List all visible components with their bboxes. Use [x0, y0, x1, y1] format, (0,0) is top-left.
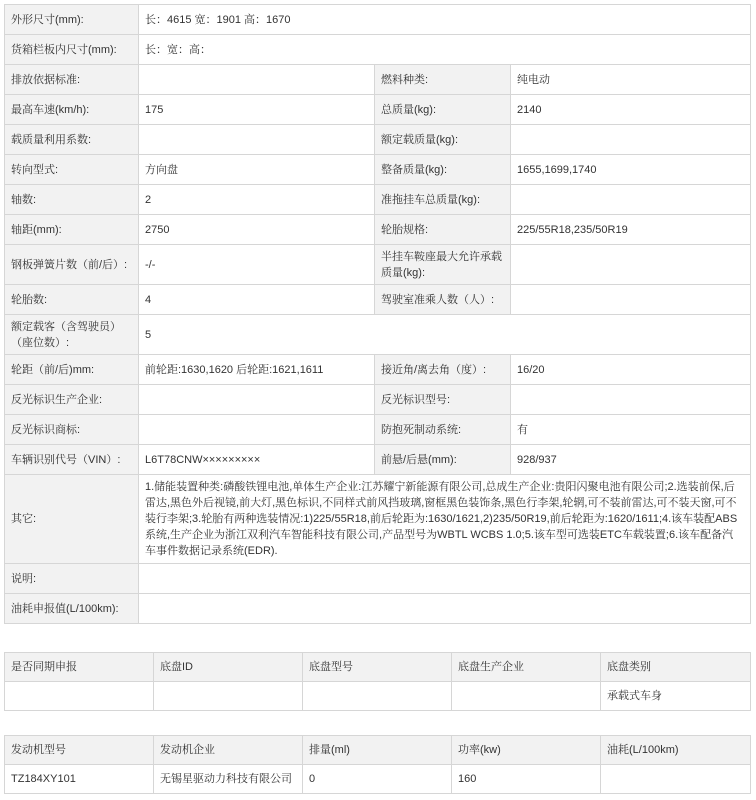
label-tire-spec: 轮胎规格: — [375, 215, 511, 245]
value-wheelbase: 2750 — [139, 215, 375, 245]
row-track-angle — [5, 355, 751, 385]
value-fuel: 纯电动 — [511, 65, 751, 95]
value-note — [139, 564, 751, 594]
row-axles-trailer — [5, 185, 751, 215]
engine-header-row — [5, 736, 751, 765]
row-reflect-brand — [5, 415, 751, 445]
label-curb-mass: 整备质量(kg): — [375, 155, 511, 185]
label-reflect-model: 反光标识型号: — [375, 385, 511, 415]
value-trailer-mass — [511, 185, 751, 215]
row-speed-mass — [5, 95, 751, 125]
row-cargo-dim — [5, 35, 751, 65]
label-load-util: 载质量利用系数: — [5, 125, 139, 155]
value-tires: 4 — [139, 285, 375, 315]
label-fuel-consumption: 油耗申报值(L/100km): — [5, 594, 139, 624]
label-angle: 接近角/离去角（度）: — [375, 355, 511, 385]
label-spring: 钢板弹簧片数（前/后）: — [5, 245, 139, 285]
label-cargo-dim: 货箱栏板内尺寸(mm): — [5, 35, 139, 65]
row-vin — [5, 445, 751, 475]
value-cargo-dim: 长：宽：高： — [139, 35, 751, 65]
row-tires-cab — [5, 285, 751, 315]
label-other: 其它: — [5, 475, 139, 564]
chassis-cell-manufacturer — [452, 682, 601, 711]
value-curb-mass: 1655,1699,1740 — [511, 155, 751, 185]
value-reflect-mfr — [139, 385, 375, 415]
label-reflect-brand: 反光标识商标: — [5, 415, 139, 445]
value-other: 1.储能装置种类:磷酸铁锂电池,单体生产企业:江苏耀宁新能源有限公司,总成生产企业:贵阳闪聚电池有限公司;2.选装前保,后雷达,黑色外后视镜,前大灯,黑色标识,不同样式前风挡玻璃,窗框黑色装饰条,黑色行李架,轮辋,可不装前雷达,可不装天窗,可不装行李架;3.轮胎有两种选装情况:1)225/55R18,前后轮距为:1630/1621,2)235/50R19,前后轮距为:1620/1611;4.该车装配ABS系统,生产企业为浙江双利汽车智能科技有限公司,产品型号为WBTL WCBS 1.0;5.该车型可选装ETC车载装置;6.该车配备汽车事件数据记录系统(EDR). — [139, 475, 751, 564]
chassis-cell-model — [303, 682, 452, 711]
value-seats: 5 — [139, 315, 751, 355]
value-outer-dim: 长：4615 宽：1901 高：1670 — [139, 5, 751, 35]
chassis-header-manufacturer: 底盘生产企业 — [452, 653, 601, 682]
engine-cell-power: 160 — [452, 765, 601, 794]
label-seats: 额定载客（含驾驶员）（座位数）: — [5, 315, 139, 355]
label-saddle: 半挂车鞍座最大允许承载质量(kg): — [375, 245, 511, 285]
engine-data-row — [5, 765, 751, 794]
label-track: 轮距（前/后)mm: — [5, 355, 139, 385]
value-saddle — [511, 245, 751, 285]
label-steering: 转向型式: — [5, 155, 139, 185]
row-spring-saddle — [5, 245, 751, 285]
chassis-cell-type: 承载式车身 — [601, 682, 751, 711]
value-angle: 16/20 — [511, 355, 751, 385]
value-vin: L6T78CNW××××××××× — [139, 445, 375, 475]
label-fuel: 燃料种类: — [375, 65, 511, 95]
value-overhang: 928/937 — [511, 445, 751, 475]
engine-header-fuel: 油耗(L/100km) — [601, 736, 751, 765]
chassis-header-id: 底盘ID — [154, 653, 303, 682]
engine-cell-model: TZ184XY101 — [5, 765, 154, 794]
value-reflect-model — [511, 385, 751, 415]
row-reflect-mfr — [5, 385, 751, 415]
row-note — [5, 564, 751, 594]
label-cab-passengers: 驾驶室准乘人数（人）: — [375, 285, 511, 315]
value-emission — [139, 65, 375, 95]
value-axles: 2 — [139, 185, 375, 215]
engine-header-model: 发动机型号 — [5, 736, 154, 765]
engine-cell-company: 无锡星驱动力科技有限公司 — [154, 765, 303, 794]
label-max-speed: 最高车速(km/h): — [5, 95, 139, 125]
engine-cell-fuel — [601, 765, 751, 794]
chassis-cell-id — [154, 682, 303, 711]
spec-table — [4, 4, 751, 624]
row-seats — [5, 315, 751, 355]
row-wheelbase-tire — [5, 215, 751, 245]
label-reflect-mfr: 反光标识生产企业: — [5, 385, 139, 415]
engine-cell-displacement: 0 — [303, 765, 452, 794]
value-rated-load — [511, 125, 751, 155]
engine-header-displacement: 排量(ml) — [303, 736, 452, 765]
label-outer-dim: 外形尺寸(mm): — [5, 5, 139, 35]
label-tires: 轮胎数: — [5, 285, 139, 315]
value-track: 前轮距:1630,1620 后轮距:1621,1611 — [139, 355, 375, 385]
row-fuel-consumption — [5, 594, 751, 624]
engine-header-company: 发动机企业 — [154, 736, 303, 765]
value-max-speed: 175 — [139, 95, 375, 125]
label-wheelbase: 轴距(mm): — [5, 215, 139, 245]
label-emission: 排放依据标准: — [5, 65, 139, 95]
value-total-mass: 2140 — [511, 95, 751, 125]
row-steering-curb — [5, 155, 751, 185]
chassis-header-row — [5, 653, 751, 682]
value-tire-spec: 225/55R18,235/50R19 — [511, 215, 751, 245]
label-rated-load: 额定载质量(kg): — [375, 125, 511, 155]
label-abs: 防抱死制动系统: — [375, 415, 511, 445]
value-steering: 方向盘 — [139, 155, 375, 185]
value-abs: 有 — [511, 415, 751, 445]
label-note: 说明: — [5, 564, 139, 594]
label-total-mass: 总质量(kg): — [375, 95, 511, 125]
row-emission-fuel — [5, 65, 751, 95]
engine-table — [4, 735, 751, 794]
value-fuel-consumption — [139, 594, 751, 624]
value-spring: -/- — [139, 245, 375, 285]
chassis-header-model: 底盘型号 — [303, 653, 452, 682]
chassis-header-sync: 是否同期申报 — [5, 653, 154, 682]
chassis-table — [4, 652, 751, 711]
label-trailer-mass: 准拖挂车总质量(kg): — [375, 185, 511, 215]
chassis-header-type: 底盘类别 — [601, 653, 751, 682]
label-overhang: 前悬/后悬(mm): — [375, 445, 511, 475]
label-axles: 轴数: — [5, 185, 139, 215]
value-cab-passengers — [511, 285, 751, 315]
row-load — [5, 125, 751, 155]
row-other — [5, 475, 751, 564]
engine-header-power: 功率(kw) — [452, 736, 601, 765]
label-vin: 车辆识别代号（VIN）: — [5, 445, 139, 475]
row-outer-dim — [5, 5, 751, 35]
chassis-data-row — [5, 682, 751, 711]
value-load-util — [139, 125, 375, 155]
chassis-cell-sync — [5, 682, 154, 711]
value-reflect-brand — [139, 415, 375, 445]
